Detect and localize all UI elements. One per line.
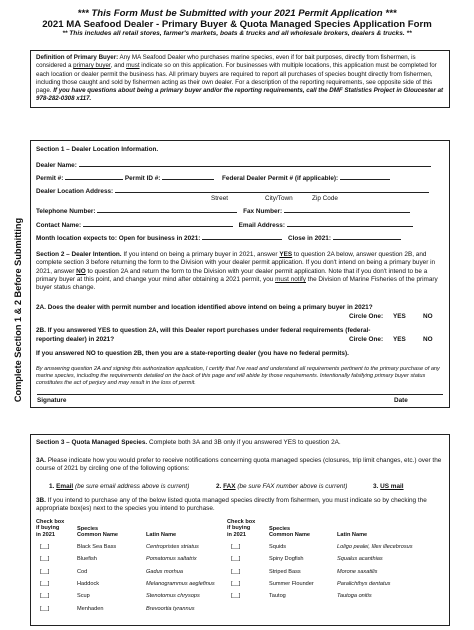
option-number: 1. bbox=[49, 483, 55, 490]
location-label: Dealer Location Address: bbox=[36, 188, 114, 195]
phone-label: Telephone Number: bbox=[36, 208, 96, 215]
definition-text: Any MA Seafood Dealer who purchases marine species, even if for bait purposes, directly from fishermen, is considered a bbox=[36, 54, 416, 70]
definition-must: must bbox=[126, 62, 140, 70]
option-number: 2. bbox=[216, 483, 222, 490]
species-common-name: Tautog bbox=[269, 593, 286, 600]
definition-text: indicate so on this application. For businesses with multiple locations, this application must be completed for each location or dealer permit the business has. All primary buyers are required to report all purchases of species bought directly from fishermen, including those caught and sold by fishermen acting as their own dealer. For a description of the reporting requirements, see opposite side of this page. bbox=[36, 62, 437, 94]
col-check-text: if buying bbox=[36, 525, 60, 532]
city-caption: City/Town bbox=[265, 195, 293, 202]
option-email-label: Email bbox=[56, 483, 74, 490]
question-3a-number: 3A. bbox=[36, 457, 46, 464]
definition-term: primary buyer bbox=[73, 62, 111, 70]
question-2b-line2: reporting dealer) in 2021? bbox=[36, 336, 115, 343]
species-latin-name: Melanogrammus aeglefinus bbox=[146, 580, 215, 587]
species-common-name: Bluefish bbox=[77, 556, 97, 563]
col-species-right bbox=[269, 526, 310, 539]
col-latin-right: Latin Name bbox=[337, 532, 368, 538]
species-latin-name: Morone saxatilis bbox=[337, 568, 378, 575]
dealer-name-label: Dealer Name: bbox=[36, 162, 77, 169]
answer-2a-yes[interactable]: YES bbox=[393, 313, 406, 320]
col-species-text: Common Name bbox=[77, 532, 119, 539]
form-title: 2021 MA Seafood Dealer - Primary Buyer & Quota Managed Species Application Form bbox=[42, 19, 432, 31]
species-common-name: Striped Bass bbox=[269, 568, 301, 575]
permit-field[interactable] bbox=[65, 174, 123, 180]
header-notice: *** This Form Must be Submitted with your 2021 Permit Application *** bbox=[77, 8, 397, 19]
side-instruction: Complete Section 1 & 2 Before Submitting bbox=[13, 217, 23, 403]
species-latin-name: Centropristes striatus bbox=[146, 544, 199, 550]
species-common-name: Menhaden bbox=[77, 605, 104, 612]
section-3-heading bbox=[36, 439, 341, 447]
species-common-name: Squids bbox=[269, 544, 287, 550]
phone-field[interactable] bbox=[97, 207, 237, 213]
section-2-text: the Division of Marine Fisheries of the primary buyer status change. bbox=[36, 275, 438, 292]
contact-field[interactable] bbox=[83, 221, 233, 227]
street-caption: Street bbox=[211, 195, 229, 202]
section-1-2-box bbox=[30, 140, 450, 408]
species-latin-name: Tautoga onitis bbox=[337, 593, 372, 600]
email-label: Email Address: bbox=[238, 222, 285, 229]
definition-text: , and bbox=[110, 62, 127, 70]
species-latin-name: Pomatomus saltatrix bbox=[146, 556, 197, 563]
col-check-text: in 2021 bbox=[36, 531, 55, 538]
email-field[interactable] bbox=[287, 221, 413, 227]
option-mail[interactable] bbox=[373, 483, 404, 491]
species-common-name: Scup bbox=[77, 593, 90, 600]
header-subnote: ** This includes all retail stores, farmer's markets, boats & trucks and all wholesale brokers, dealers & trucks. ** bbox=[62, 30, 412, 38]
permit-row bbox=[36, 174, 390, 183]
option-fax[interactable] bbox=[216, 483, 347, 491]
col-check-text: Check box bbox=[36, 519, 65, 525]
species-checkbox[interactable]: [__] bbox=[40, 544, 50, 550]
col-check-text: Check box bbox=[227, 519, 256, 525]
question-3a bbox=[36, 457, 446, 474]
species-checkbox[interactable]: [__] bbox=[40, 580, 50, 587]
section-1-title: Section 1 – Dealer Location Information. bbox=[36, 146, 159, 153]
question-3b-number: 3B. bbox=[36, 497, 46, 504]
species-latin-name: Loligo pealei, Illex illecebrosus bbox=[337, 544, 413, 550]
section-2-title: Section 2 – Dealer Intention. bbox=[36, 251, 122, 258]
fax-label: Fax Number: bbox=[243, 208, 283, 215]
zip-caption: Zip Code bbox=[312, 195, 338, 202]
species-latin-name: Paralichthys dentatus bbox=[337, 580, 391, 587]
signature-line[interactable] bbox=[37, 394, 443, 395]
option-number: 3. bbox=[373, 483, 379, 490]
state-reporting-note: If you answered NO to question 2B, then you are a state-reporting dealer (you have no federal permits). bbox=[36, 350, 349, 357]
species-checkbox[interactable]: [__] bbox=[231, 593, 241, 600]
col-latin-left: Latin Name bbox=[146, 532, 177, 538]
species-checkbox[interactable]: [__] bbox=[40, 556, 50, 563]
location-row bbox=[36, 187, 429, 196]
question-2b-line1: 2B. If you answered YES to question 2A, will this Dealer report purchases under federal requirements (federal- bbox=[36, 327, 371, 334]
option-fax-note: (be sure FAX number above is current) bbox=[235, 483, 348, 490]
open-month-field[interactable] bbox=[202, 234, 282, 240]
location-field[interactable] bbox=[115, 187, 429, 193]
question-3a-text: Please indicate how you would prefer to receive notifications concerning quota managed species (closures, trip limit changes, etc.) over the course of 2021 by circling one of the following options: bbox=[36, 457, 442, 473]
question-2a: 2A. Does the dealer with permit number and location identified above intend on being a primary buyer in 2021? bbox=[36, 304, 373, 311]
month-row bbox=[36, 234, 401, 243]
definition-box bbox=[30, 50, 450, 108]
col-check-text: in 2021 bbox=[227, 531, 246, 538]
definition-label: Definition of Primary Buyer: bbox=[36, 54, 119, 61]
fax-field[interactable] bbox=[284, 207, 410, 213]
species-checkbox[interactable]: [__] bbox=[231, 568, 241, 575]
signature-label: Signature bbox=[37, 397, 67, 404]
federal-permit-field[interactable] bbox=[340, 174, 390, 180]
option-mail-label: US mail bbox=[380, 483, 404, 490]
section-2-text: to question 2A below, answer question 2B, and complete section 3 before returning the form to the Division with your dealer permit application. If you don't intend on being a primary buyer in 2021, answer bbox=[36, 251, 436, 275]
species-checkbox[interactable]: [__] bbox=[40, 593, 50, 600]
col-check-text: if buying bbox=[227, 525, 251, 532]
species-common-name: Summer Flounder bbox=[269, 580, 314, 587]
species-latin-name: Gadus morhua bbox=[146, 568, 184, 575]
col-species-text: Common Name bbox=[269, 532, 311, 539]
circle-one-2b: Circle One: bbox=[349, 336, 384, 343]
circle-one-2a: Circle One: bbox=[349, 313, 384, 320]
species-latin-name: Squalus acanthias bbox=[337, 556, 383, 563]
species-checkbox[interactable]: [__] bbox=[40, 605, 50, 612]
close-month-field[interactable] bbox=[333, 234, 401, 240]
option-email-note: (be sure email address above is current) bbox=[73, 483, 190, 490]
close-month-label: Close in 2021: bbox=[287, 235, 331, 242]
permit-label: Permit #: bbox=[36, 175, 64, 182]
section-3-subtitle: Complete both 3A and 3B only if you answered YES to question 2A. bbox=[147, 439, 341, 446]
species-common-name: Cod bbox=[77, 568, 88, 575]
col-species-text: Species bbox=[77, 526, 99, 532]
species-common-name: Black Sea Bass bbox=[77, 544, 117, 550]
species-checkbox[interactable]: [__] bbox=[231, 556, 241, 563]
dealer-name-row bbox=[36, 161, 431, 170]
section-3-box bbox=[30, 434, 450, 626]
permit-id-label: Permit ID #: bbox=[124, 175, 161, 182]
open-month-label: Month location expects to: Open for business in 2021: bbox=[36, 235, 201, 242]
section-2-text: If you intend on being a primary buyer in 2021, answer bbox=[121, 251, 280, 258]
species-checkbox[interactable]: [__] bbox=[231, 580, 241, 587]
answer-2a-no[interactable]: NO bbox=[423, 313, 433, 320]
definition-contact: If you have questions about being a primary buyer and/or the reporting requirements, call the DMF Statistics Project in Gloucester at 978-282-0308 x117. bbox=[36, 87, 444, 103]
permit-id-field[interactable] bbox=[162, 174, 214, 180]
contact-row bbox=[36, 221, 413, 230]
phone-row bbox=[36, 207, 410, 216]
species-latin-name: Brevoortia tyrannus bbox=[146, 605, 195, 612]
no-word: NO bbox=[76, 267, 86, 275]
species-common-name: Spiny Dogfish bbox=[269, 556, 304, 563]
question-3b-text: If you intend to purchase any of the below listed quota managed species directly from fishermen, you must indicate so by checking the appropriate box(es) next to the species you intend to purchase. bbox=[36, 497, 427, 513]
species-checkbox[interactable]: [__] bbox=[40, 568, 50, 575]
section-2-text: to question 2A and return the form to the Division with your dealer permit application. Note that if you don't intend to be a primary buyer at this point, and change your mind after obtaining a 2021 permit, you bbox=[36, 267, 428, 283]
col-check-left bbox=[36, 519, 64, 538]
section-3-title: Section 3 – Quota Managed Species. bbox=[36, 439, 148, 446]
federal-permit-label: Federal Dealer Permit # (if applicable): bbox=[222, 175, 339, 182]
answer-2b-yes[interactable]: YES bbox=[393, 336, 406, 343]
dealer-name-field[interactable] bbox=[79, 161, 431, 167]
contact-label: Contact Name: bbox=[36, 222, 82, 229]
option-fax-label: FAX bbox=[223, 483, 236, 490]
col-species-left bbox=[77, 526, 118, 539]
section-2-intro bbox=[36, 251, 446, 293]
species-common-name: Haddock bbox=[77, 580, 100, 587]
form-header bbox=[0, 8, 474, 38]
option-email[interactable] bbox=[49, 483, 189, 491]
col-species-text: Species bbox=[269, 526, 291, 532]
yes-word: YES bbox=[279, 251, 293, 258]
species-checkbox[interactable]: [__] bbox=[231, 544, 241, 550]
answer-2b-no[interactable]: NO bbox=[423, 336, 433, 343]
attestation-text: By answering question 2A and signing this authorization application, I certify that I've read and understand all requirements pertinent to the primary purchase of any marine species, including the requirements detailed on the back of this page and will abide by those requirements. Intentionally falsifying primary buyer status constitutes the act of perjury and may result in the loss of permit. bbox=[36, 366, 440, 386]
col-check-right bbox=[227, 519, 255, 538]
notify-word: must notify bbox=[275, 275, 306, 283]
date-label: Date bbox=[394, 397, 408, 404]
species-latin-name: Stenotomus chrysops bbox=[146, 593, 200, 600]
question-3b bbox=[36, 497, 446, 514]
